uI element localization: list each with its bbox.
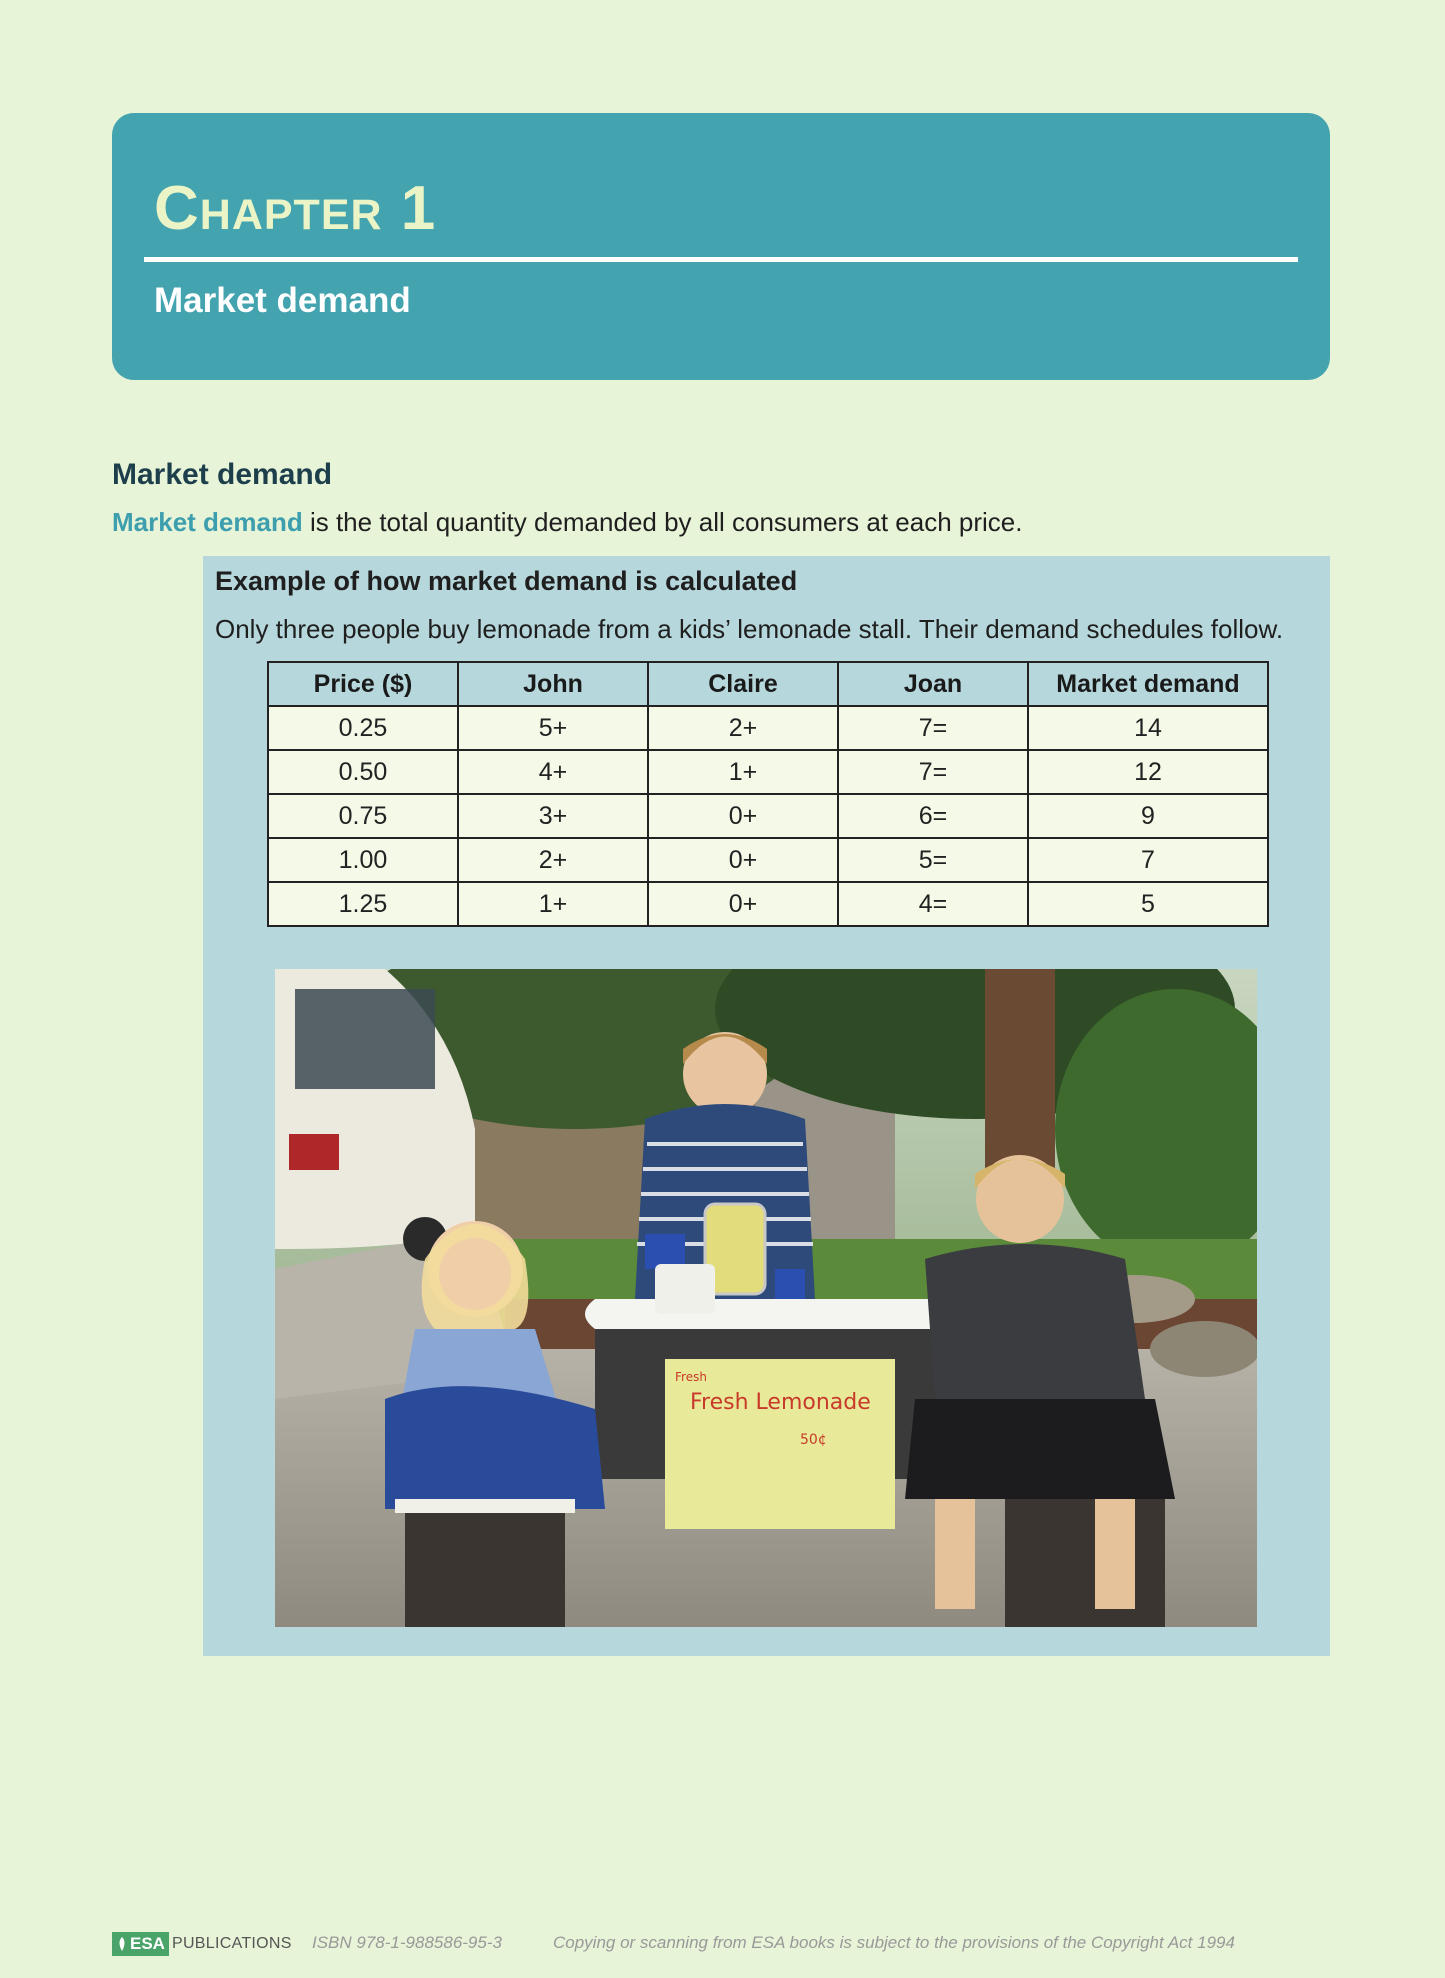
cell-price: 0.75	[268, 794, 458, 838]
cell-john: 4+	[458, 750, 648, 794]
cell-claire: 0+	[648, 794, 838, 838]
header-joan: Joan	[838, 662, 1028, 706]
header-john: John	[458, 662, 648, 706]
cell-joan: 5=	[838, 838, 1028, 882]
page-footer	[112, 1932, 1330, 1956]
esa-badge	[112, 1932, 169, 1956]
chapter-title: Chapter 1	[154, 174, 437, 243]
header-claire: Claire	[648, 662, 838, 706]
leaf-icon	[116, 1936, 128, 1952]
cell-price: 0.50	[268, 750, 458, 794]
cell-joan: 7=	[838, 750, 1028, 794]
definition-paragraph	[112, 507, 1022, 538]
cell-price: 0.25	[268, 706, 458, 750]
chapter-banner	[112, 113, 1330, 380]
esa-publications-logo	[112, 1932, 292, 1956]
table-row	[268, 882, 1268, 926]
table-row	[268, 706, 1268, 750]
definition-text: is the total quantity demanded by all consumers at each price.	[302, 507, 1023, 537]
sign-title: Fresh Lemonade	[690, 1390, 871, 1415]
cell-joan: 4=	[838, 882, 1028, 926]
definition-term: Market demand	[112, 507, 303, 537]
example-title: Example of how market demand is calculated	[215, 566, 798, 596]
table-row	[268, 838, 1268, 882]
sign-price: 50¢	[800, 1432, 827, 1448]
cell-market-demand: 12	[1028, 750, 1268, 794]
cell-price: 1.25	[268, 882, 458, 926]
cell-john: 2+	[458, 838, 648, 882]
cell-claire: 1+	[648, 750, 838, 794]
lemonade-stall-photo	[275, 969, 1257, 1627]
cell-claire: 2+	[648, 706, 838, 750]
example-box	[203, 556, 1330, 1656]
cell-market-demand: 5	[1028, 882, 1268, 926]
chapter-subtitle: Market demand	[154, 281, 411, 320]
header-market-demand: Market demand	[1028, 662, 1268, 706]
cell-market-demand: 9	[1028, 794, 1268, 838]
sign-fresh: Fresh	[675, 1370, 707, 1384]
isbn-text: ISBN 978-1-988586-95-3	[312, 1933, 502, 1952]
demand-schedule-table	[267, 661, 1269, 927]
cell-market-demand: 7	[1028, 838, 1268, 882]
cell-joan: 7=	[838, 706, 1028, 750]
table-row	[268, 794, 1268, 838]
cell-john: 5+	[458, 706, 648, 750]
cell-joan: 6=	[838, 794, 1028, 838]
header-price: Price ($)	[268, 662, 458, 706]
copyright-notice: Copying or scanning from ESA books is subject to the provisions of the Copyright Act 1994	[553, 1933, 1235, 1952]
example-text: Only three people buy lemonade from a kids’ lemonade stall. Their demand schedules follow.	[215, 614, 1284, 644]
cell-john: 1+	[458, 882, 648, 926]
section-heading: Market demand	[112, 458, 333, 491]
cell-claire: 0+	[648, 882, 838, 926]
cell-john: 3+	[458, 794, 648, 838]
table-header-row	[268, 662, 1268, 706]
cell-price: 1.00	[268, 838, 458, 882]
cell-market-demand: 14	[1028, 706, 1268, 750]
esa-logo-text: ESA	[130, 1934, 165, 1953]
chapter-divider	[144, 257, 1298, 262]
esa-publications-text: PUBLICATIONS	[171, 1935, 292, 1952]
table-row	[268, 750, 1268, 794]
cell-claire: 0+	[648, 838, 838, 882]
